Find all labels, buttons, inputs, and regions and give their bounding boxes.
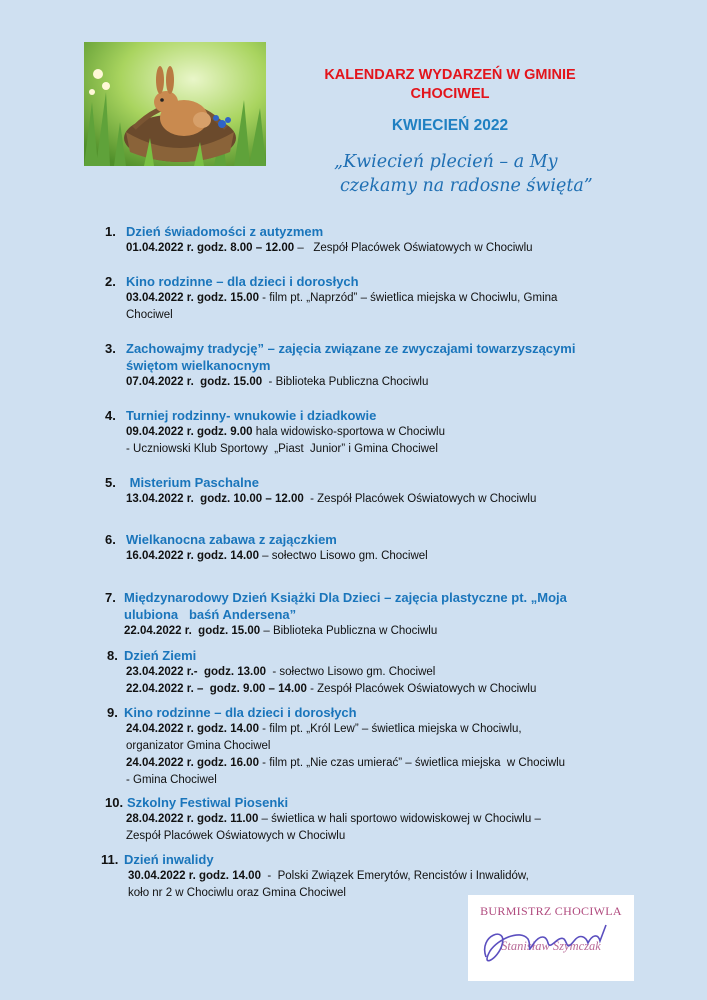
event-title: Dzień inwalidy: [124, 852, 214, 867]
event-number: 10.: [105, 795, 124, 810]
stamp-title: BURMISTRZ CHOCIWLA: [480, 904, 622, 918]
event-title: Kino rodzinne – dla dzieci i dorosłych: [126, 274, 359, 289]
event-detail-line: [107, 755, 620, 772]
event-detail-line: [107, 738, 620, 755]
event-number: 2.: [105, 274, 116, 289]
event-description: Zespół Placówek Oświatowych w Chociwlu: [126, 830, 346, 842]
event-date: 28.04.2022 r. godz. 11.00: [126, 813, 259, 825]
event-description: - Polski Związek Emerytów, Rencistów i Inwalidów,: [260, 870, 529, 882]
event-number: 7.: [105, 590, 116, 605]
event-date: 01.04.2022 r. godz. 8.00 – 12.00: [126, 242, 295, 254]
event-number: 3.: [105, 341, 116, 356]
event-item: [105, 340, 620, 391]
event-date: 03.04.2022 r. godz. 15.00: [126, 292, 259, 304]
event-description: - Zespół Placówek Oświatowych w Chociwlu: [306, 683, 537, 695]
event-date: 13.04.2022 r. godz. 10.00 – 12.00: [126, 493, 304, 505]
event-detail-line: [105, 491, 620, 508]
event-description: koło nr 2 w Chociwlu oraz Gmina Chociwel: [128, 887, 346, 899]
event-item: [105, 474, 620, 508]
event-title: Wielkanocna zabawa z zajączkiem: [126, 532, 337, 547]
event-number: 5.: [105, 475, 116, 490]
event-detail-line: [105, 424, 620, 441]
event-date: 30.04.2022 r. godz. 14.00: [128, 870, 261, 882]
event-item: [105, 531, 620, 565]
event-detail-line: [105, 240, 620, 257]
event-detail-line: [105, 374, 620, 391]
event-description: – Zespół Placówek Oświatowych w Chociwlu: [294, 242, 533, 254]
event-detail-line: [107, 681, 620, 698]
event-number: 9.: [107, 705, 118, 720]
event-title: Zachowajmy tradycję” – zajęcia związane ze zwyczajami towarzyszącymi: [126, 341, 576, 356]
event-title: Kino rodzinne – dla dzieci i dorosłych: [124, 705, 357, 720]
event-title: Misterium Paschalne: [126, 475, 259, 490]
event-detail-line: [107, 664, 620, 681]
event-item: [105, 223, 620, 257]
page-title-line-2: CHOCIWEL: [410, 86, 490, 102]
event-number: 11.: [101, 852, 119, 867]
event-date: 22.04.2022 r. – godz. 9.00 – 14.00: [126, 683, 307, 695]
event-title: Szkolny Festiwal Piosenki: [127, 795, 289, 810]
event-description: - sołectwo Lisowo gm. Chociwel: [266, 666, 436, 678]
event-detail-line: [105, 828, 620, 845]
event-detail-line: [105, 623, 620, 640]
event-description: - Biblioteka Publiczna Chociwlu: [262, 376, 429, 388]
event-detail-line: [105, 307, 620, 324]
month-heading: KWIECIEŃ 2022: [391, 117, 509, 134]
page-title-line-1: KALENDARZ WYDARZEŃ W GMINIE: [324, 67, 576, 83]
motto: [334, 150, 614, 198]
event-date: 16.04.2022 r. godz. 14.00: [126, 550, 259, 562]
event-item: [107, 647, 620, 698]
event-description: – sołectwo Lisowo gm. Chociwel: [258, 550, 428, 562]
event-title: Dzień świadomości z autyzmem: [126, 224, 324, 239]
event-detail-line: [105, 811, 620, 828]
event-description: organizator Gmina Chociwel: [126, 740, 271, 752]
event-date: 24.04.2022 r. godz. 14.00: [126, 723, 259, 735]
event-detail-line: [107, 721, 620, 738]
event-detail-line: [105, 441, 620, 458]
motto-line-2: czekamy na radosne święta”: [340, 176, 593, 196]
event-date: 23.04.2022 r.- godz. 13.00: [126, 666, 266, 678]
event-detail-line: [107, 772, 620, 789]
event-title: Dzień Ziemi: [124, 648, 197, 663]
event-description: - film pt. „Król Lew” – świetlica miejska w Chociwlu,: [258, 723, 522, 735]
event-detail-line: [105, 548, 620, 565]
motto-line-1: „Kwiecień plecień – a My: [334, 152, 558, 172]
header: [290, 66, 610, 135]
event-description: - Gmina Chociwel: [126, 774, 217, 786]
event-number: 1.: [105, 224, 116, 239]
event-item: [105, 589, 620, 640]
mayor-stamp: [468, 895, 634, 981]
event-date: 22.04.2022 r. godz. 15.00: [124, 625, 261, 637]
event-number: 6.: [105, 532, 116, 547]
event-description: Chociwel: [126, 309, 173, 321]
event-description: - film pt. „Naprzód” – świetlica miejska w Chociwlu, Gmina: [258, 292, 558, 304]
event-description: - Uczniowski Klub Sportowy „Piast Junior” i Gmina Chociwel: [126, 443, 438, 455]
event-number: 4.: [105, 408, 116, 423]
event-title: Turniej rodzinny- wnukowie i dziadkowie: [126, 408, 377, 423]
event-item: [105, 794, 620, 845]
event-item: [107, 704, 620, 789]
signature: [468, 895, 634, 981]
event-title: świętom wielkanocnym: [126, 358, 271, 373]
event-description: – Biblioteka Publiczna w Chociwlu: [260, 625, 438, 637]
event-item: [105, 273, 620, 324]
event-date: 07.04.2022 r. godz. 15.00: [126, 376, 263, 388]
event-title: ulubiona baśń Andersena”: [124, 607, 297, 622]
event-description: - Zespół Placówek Oświatowych w Chociwlu: [303, 493, 537, 505]
stamp-name: Stanisław Szymczak: [501, 939, 601, 953]
event-description: - film pt. „Nie czas umierać” – świetlica miejska w Chociwlu: [258, 757, 566, 769]
event-number: 8.: [107, 648, 118, 663]
event-item: [105, 407, 620, 458]
event-detail-line: [105, 290, 620, 307]
event-description: – świetlica w hali sportowo widowiskowej w Chociwlu –: [258, 813, 541, 825]
easter-bunny-photo: [84, 42, 266, 166]
event-title: Międzynarodowy Dzień Książki Dla Dzieci – zajęcia plastyczne pt. „Moja: [124, 590, 567, 605]
event-date: 09.04.2022 r. godz. 9.00: [126, 426, 253, 438]
event-date: 24.04.2022 r. godz. 16.00: [126, 757, 259, 769]
event-description: hala widowisko-sportowa w Chociwlu: [252, 426, 445, 438]
event-detail-line: [101, 868, 620, 885]
